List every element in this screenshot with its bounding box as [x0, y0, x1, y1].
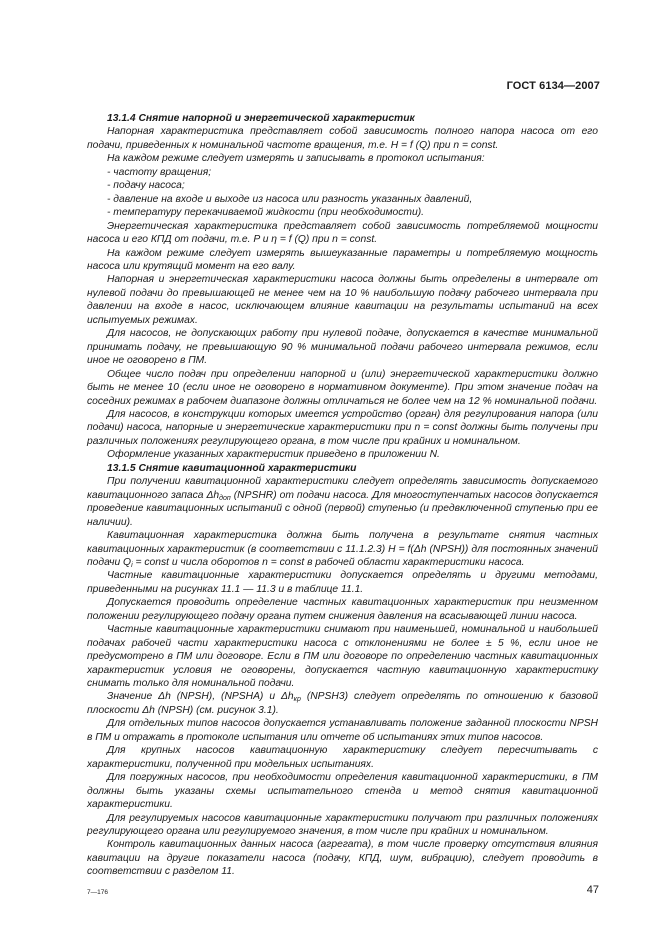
paragraph: На каждом режиме следует измерять вышеуказанные параметры и потребляемую мощность насоса или крутящий момент на его валу. [87, 247, 598, 272]
paragraph: На каждом режиме следует измерять и записывать в протокол испытания: [107, 153, 485, 165]
section-heading: 13.1.4 Снятие напорной и энергетической характеристик [107, 113, 415, 124]
paragraph: Частные кавитационные характеристики снимают при наименьшей, номинальной и наибольшей подачах рабочей части характеристики насоса с отклонениями не более ± 5 %, если иное не предусмотрено в ПМ или договоре. Если в ПМ или договоре по определению частных кавитационных характеристик условия не оговорены, допускается частную кавитационную характеристику снимать только для номинальной подачи. [87, 624, 598, 690]
paragraph: При получении кавитационной характеристики следует определять зависимость допускаемого кавитационного запаса $\Delta h_{доп}$ (NPSHR) от подачи насоса. Для многоступенчатых насосов допускается проведение кавитационных испытаний с одной (первой) ступенью (и предвключенной ступенью при ее наличии). [87, 476, 598, 528]
paragraph: Контроль кавитационных данных насоса (агрегата), в том числе проверку отсутствия влияния кавитации на другие показатели насоса (подачу, КПД, шум, вибрацию), следует проводить в соответствии с разделом 11. [87, 839, 598, 878]
paragraph: Для регулируемых насосов кавитационные характеристики получают при различных положениях регулирующего органа или регулируемого значения, в том числе при крайних и номинальном. [87, 812, 598, 838]
list-item: - температуру перекачиваемой жидкости (при необходимости). [107, 207, 425, 219]
paragraph: Для погружных насосов, при необходимости определения кавитационной характеристики, в ПМ должны быть указаны схемы испытательного стенда и метод снятия кавитационной характеристики. [87, 772, 598, 811]
paragraph: Для насосов, в конструкции которых имеется устройство (орган) для регулирования напора (или подачи) насоса, напорные и энергетические характеристики при n = const должны быть получены при различных положениях регулирующего органа, в том числе при крайних и номинальном. [87, 408, 598, 447]
list-item: - давление на входе и выходе из насоса или разность указанных давлений, [107, 193, 473, 205]
sheet-code: 7—176 [87, 889, 108, 896]
paragraph: Для отдельных типов насосов допускается устанавливать положение заданной плоскости NPSH в ПМ и отражать в протоколе испытания или отчете об испытаниях этих типов насосов. [87, 718, 598, 743]
paragraph: Для крупных насосов кавитационную характеристику следует пересчитывать с характеристики, полученной при модельных испытаниях. [87, 745, 598, 770]
paragraph: Значение Δh (NPSH), (NPSHA) и $\Delta h_{кр}$ (NPSH3) следует определять по отношению к базовой плоскости Δh (NPSH) (см. рисунок 3.1). [87, 691, 598, 716]
paragraph: Частные кавитационные характеристики допускается определять и другими методами, приведенными на рисунках 11.1 — 11.3 и в таблице 11.1. [87, 570, 598, 595]
page-number: 47 [586, 884, 599, 896]
paragraph: Допускается проводить определение частных кавитационных характеристик при неизменном положении регулирующего подачу органа путем снижения давления на всасывающей линии насоса. [87, 597, 598, 622]
paragraph: Для насосов, не допускающих работу при нулевой подаче, допускается в качестве минимальной принимать подачу, не превышающую 90 % минимальной подачи рабочего интервала режимов, если иное не оговорено в ПМ. [87, 328, 598, 367]
paragraph: Напорная характеристика представляет собой зависимость полного напора насоса от его подачи, приведенных к номинальной частоте вращения, т.е. H = f (Q) при n = const. [87, 126, 598, 151]
list-item: - частоту вращения; [107, 166, 212, 178]
list-item: - подачу насоса; [107, 180, 185, 192]
document-code: ГОСТ 6134—2007 [506, 80, 600, 92]
paragraph: Общее число подач при определении напорной и (или) энергетической характеристики должно быть не менее 10 (если иное не оговорено в нормативном документе). При этом значение подач на соседних режимах в рабочем диапазоне должны отличаться не более чем на 12 % номинальной подачи. [87, 368, 598, 407]
paragraph: Оформление указанных характеристик приведено в приложении N. [107, 449, 440, 461]
document-body [87, 112, 598, 879]
paragraph: Напорная и энергетическая характеристики насоса должны быть определены в интервале от нулевой подачи до превышающей не менее чем на 10 % наибольшую подачу рабочего интервала при давлении на входе в насос, исключающем влияние кавитации на результаты испытаний на всех испытуемых режимах. [87, 274, 598, 326]
paragraph: Энергетическая характеристика представляет собой зависимость потребляемой мощности насоса и его КПД от подачи, т.е. P и η = f (Q) при n = const. [87, 220, 598, 246]
section-heading: 13.1.5 Снятие кавитационной характеристики [107, 462, 357, 474]
paragraph: Кавитационная характеристика должна быть получена в результате снятия частных кавитационных характеристик (в соответствии с 11.1.2.3) H = f(Δh (NPSH)) для постоянных значений подачи $Q_i$ = const и числа оборотов n = const в рабочей области характеристики насоса. [87, 530, 598, 569]
